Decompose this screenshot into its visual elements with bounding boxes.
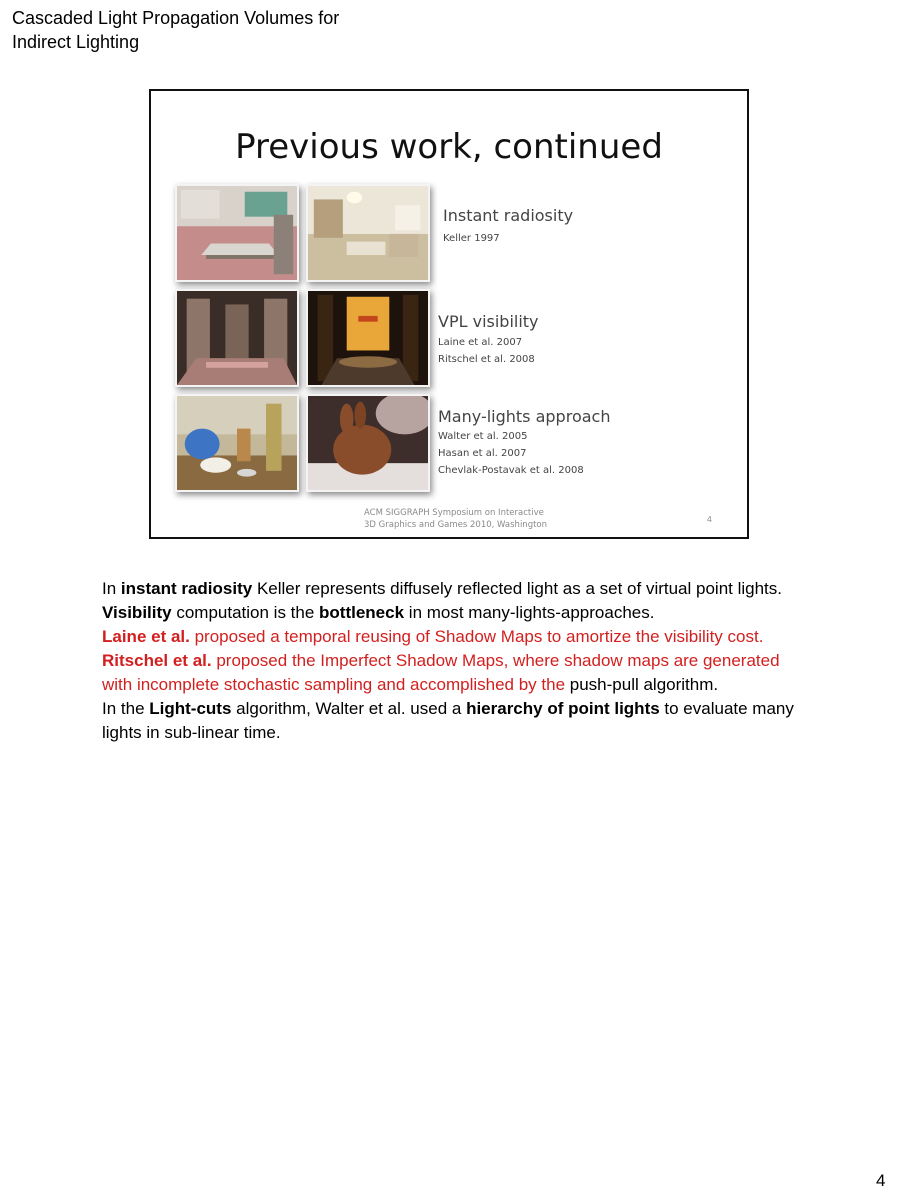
slide-title: Previous work, continued	[235, 127, 663, 167]
group-citation: Keller 1997	[443, 233, 500, 244]
speaker-notes	[102, 577, 802, 745]
group-citation: Laine et al. 2007	[438, 337, 523, 348]
living-room-render-image	[306, 184, 430, 282]
sponza-atrium-render-image	[175, 289, 299, 387]
group-heading: VPL visibility	[438, 312, 539, 331]
bunny-render-image	[306, 394, 430, 492]
sponza-curtain-render-image	[306, 289, 430, 387]
document-title: Cascaded Light Propagation Volumes for Indirect Lighting	[12, 8, 340, 52]
conference-room-render-image	[175, 184, 299, 282]
group-citation: Chevlak-Postavak et al. 2008	[438, 465, 584, 476]
slide-footer-line: ACM SIGGRAPH Symposium on Interactive	[364, 508, 544, 518]
notes-paragraph: Laine et al. proposed a temporal reusing of Shadow Maps to amortize the visibility cost.	[102, 627, 764, 646]
group-heading: Many-lights approach	[438, 407, 611, 426]
group-citation: Ritschel et al. 2008	[438, 354, 535, 365]
notes-paragraph: Visibility computation is the bottleneck in most many-lights-approaches.	[102, 603, 655, 622]
notes-paragraph: In instant radiosity Keller represents diffusely reflected light as a set of virtual point lights.	[102, 579, 783, 598]
slide-footer	[364, 507, 547, 531]
group-citation: Walter et al. 2005	[438, 431, 528, 442]
slide-frame	[149, 89, 749, 539]
teapot-scene-render-image	[175, 394, 299, 492]
page-number: 4	[876, 1171, 886, 1190]
notes-paragraph: Ritschel et al. proposed the Imperfect Shadow Maps, where shadow maps are generated with incomplete stochastic sampling and accomplished by the push-pull algorithm.	[102, 651, 780, 694]
notes-paragraph: In the Light-cuts algorithm, Walter et al. used a hierarchy of point lights to evaluate many lights in sub-linear time.	[102, 699, 794, 742]
group-citation: Hasan et al. 2007	[438, 448, 527, 459]
group-heading: Instant radiosity	[443, 206, 574, 225]
slide-footer-line: 3D Graphics and Games 2010, Washington	[364, 520, 548, 530]
slide-number: 4	[707, 514, 712, 524]
